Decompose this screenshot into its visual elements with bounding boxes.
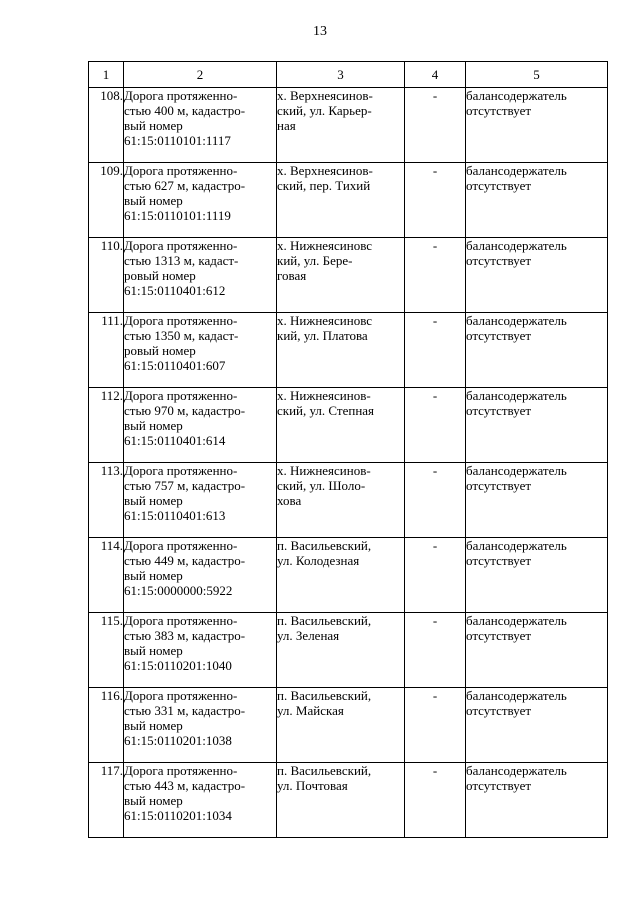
- balance-holder-line: балансодержатель: [466, 463, 567, 478]
- object-name-line: стью 331 м, кадастро-: [124, 703, 246, 718]
- row-number: 116.: [89, 688, 124, 763]
- balance-holder-line: балансодержатель: [466, 538, 567, 553]
- object-address-line: ная: [277, 118, 296, 133]
- balance-holder-line: балансодержатель: [466, 613, 567, 628]
- object-address-line: х. Нижнеясиновс: [277, 313, 373, 328]
- table-body: [89, 88, 608, 838]
- object-name-line: вый номер: [124, 568, 183, 583]
- object-name-line: стью 443 м, кадастро-: [124, 778, 246, 793]
- object-address: [277, 688, 405, 763]
- balance-holder-line: отсутствует: [466, 328, 532, 343]
- object-name-line: Дорога протяженно-: [124, 688, 238, 703]
- object-name-line: Дорога протяженно-: [124, 763, 238, 778]
- table-row: [89, 238, 608, 313]
- table-row: [89, 763, 608, 838]
- object-name-line: ровый номер: [124, 343, 196, 358]
- object-name-line: стью 449 м, кадастро-: [124, 553, 246, 568]
- object-name-line: 61:15:0110101:1117: [124, 133, 231, 148]
- object-address-line: п. Васильевский,: [277, 613, 372, 628]
- table-row: [89, 88, 608, 163]
- table-row: [89, 688, 608, 763]
- object-name: [124, 463, 277, 538]
- balance-holder-line: отсутствует: [466, 778, 532, 793]
- column-4-value: -: [405, 613, 466, 688]
- object-address-line: х. Верхнеясинов-: [277, 163, 373, 178]
- balance-holder: [466, 463, 608, 538]
- object-address: [277, 613, 405, 688]
- object-name-line: стью 970 м, кадастро-: [124, 403, 246, 418]
- object-address: [277, 463, 405, 538]
- column-4-value: -: [405, 163, 466, 238]
- balance-holder-line: отсутствует: [466, 628, 532, 643]
- table-row: [89, 538, 608, 613]
- object-name-line: вый номер: [124, 718, 183, 733]
- object-name: [124, 613, 277, 688]
- object-name-line: стью 757 м, кадастро-: [124, 478, 246, 493]
- row-number: 111.: [89, 313, 124, 388]
- balance-holder-line: балансодержатель: [466, 163, 567, 178]
- object-name: [124, 163, 277, 238]
- column-header-4: 4: [405, 62, 466, 88]
- object-address-line: говая: [277, 268, 307, 283]
- object-address-line: п. Васильевский,: [277, 688, 372, 703]
- header-row: [89, 62, 608, 88]
- object-name-line: вый номер: [124, 418, 183, 433]
- column-header-5: 5: [466, 62, 608, 88]
- object-address-line: ский, ул. Карьер-: [277, 103, 372, 118]
- object-address-line: ул. Майская: [277, 703, 344, 718]
- object-name-line: Дорога протяженно-: [124, 88, 238, 103]
- balance-holder-line: балансодержатель: [466, 688, 567, 703]
- object-name: [124, 763, 277, 838]
- row-number: 108.: [89, 88, 124, 163]
- object-name-line: вый номер: [124, 193, 183, 208]
- object-address: [277, 538, 405, 613]
- balance-holder: [466, 388, 608, 463]
- balance-holder: [466, 88, 608, 163]
- object-name-line: стью 383 м, кадастро-: [124, 628, 246, 643]
- balance-holder-line: балансодержатель: [466, 313, 567, 328]
- balance-holder: [466, 163, 608, 238]
- object-name-line: вый номер: [124, 793, 183, 808]
- balance-holder-line: отсутствует: [466, 478, 532, 493]
- balance-holder-line: отсутствует: [466, 178, 532, 193]
- object-address-line: ский, пер. Тихий: [277, 178, 371, 193]
- column-4-value: -: [405, 88, 466, 163]
- object-name-line: ровый номер: [124, 268, 196, 283]
- object-address-line: ул. Почтовая: [277, 778, 348, 793]
- row-number: 112.: [89, 388, 124, 463]
- object-name-line: Дорога протяженно-: [124, 313, 238, 328]
- object-name-line: Дорога протяженно-: [124, 238, 238, 253]
- balance-holder-line: балансодержатель: [466, 238, 567, 253]
- object-address-line: ул. Колодезная: [277, 553, 360, 568]
- table-header: [89, 62, 608, 88]
- object-name-line: вый номер: [124, 643, 183, 658]
- balance-holder-line: отсутствует: [466, 553, 532, 568]
- object-address-line: ский, ул. Степная: [277, 403, 375, 418]
- object-address-line: кий, ул. Бере-: [277, 253, 353, 268]
- table-row: [89, 388, 608, 463]
- column-4-value: -: [405, 388, 466, 463]
- object-address: [277, 238, 405, 313]
- balance-holder: [466, 238, 608, 313]
- balance-holder: [466, 763, 608, 838]
- balance-holder-line: балансодержатель: [466, 88, 567, 103]
- balance-holder-line: отсутствует: [466, 253, 532, 268]
- table-row: [89, 313, 608, 388]
- row-number: 113.: [89, 463, 124, 538]
- object-address-line: ул. Зеленая: [277, 628, 340, 643]
- object-name-line: 61:15:0110401:614: [124, 433, 226, 448]
- object-name-line: стью 1313 м, кадаст-: [124, 253, 239, 268]
- object-name: [124, 88, 277, 163]
- row-number: 114.: [89, 538, 124, 613]
- table-row: [89, 163, 608, 238]
- road-registry-table: [88, 61, 608, 838]
- object-address-line: п. Васильевский,: [277, 538, 372, 553]
- object-address-line: хова: [277, 493, 302, 508]
- column-4-value: -: [405, 688, 466, 763]
- object-name-line: стью 400 м, кадастро-: [124, 103, 246, 118]
- row-number: 115.: [89, 613, 124, 688]
- object-name-line: 61:15:0110201:1034: [124, 808, 232, 823]
- object-address: [277, 763, 405, 838]
- row-number: 109.: [89, 163, 124, 238]
- object-address-line: х. Верхнеясинов-: [277, 88, 373, 103]
- object-name-line: Дорога протяженно-: [124, 163, 238, 178]
- balance-holder: [466, 313, 608, 388]
- balance-holder: [466, 538, 608, 613]
- object-address-line: кий, ул. Платова: [277, 328, 368, 343]
- column-header-3: 3: [277, 62, 405, 88]
- object-name: [124, 238, 277, 313]
- balance-holder-line: отсутствует: [466, 403, 532, 418]
- table-row: [89, 463, 608, 538]
- object-name-line: Дорога протяженно-: [124, 388, 238, 403]
- row-number: 117.: [89, 763, 124, 838]
- object-name: [124, 538, 277, 613]
- object-address-line: х. Нижнеясинов-: [277, 463, 371, 478]
- object-address-line: ский, ул. Шоло-: [277, 478, 366, 493]
- balance-holder-line: отсутствует: [466, 703, 532, 718]
- object-name-line: вый номер: [124, 493, 183, 508]
- object-name: [124, 688, 277, 763]
- object-name-line: 61:15:0110201:1038: [124, 733, 232, 748]
- object-name-line: 61:15:0110401:612: [124, 283, 226, 298]
- object-name-line: стью 627 м, кадастро-: [124, 178, 246, 193]
- object-name-line: 61:15:0110401:607: [124, 358, 226, 373]
- balance-holder-line: балансодержатель: [466, 763, 567, 778]
- balance-holder: [466, 688, 608, 763]
- row-number: 110.: [89, 238, 124, 313]
- column-4-value: -: [405, 463, 466, 538]
- object-address: [277, 163, 405, 238]
- object-address: [277, 388, 405, 463]
- object-name-line: Дорога протяженно-: [124, 463, 238, 478]
- column-4-value: -: [405, 763, 466, 838]
- balance-holder: [466, 613, 608, 688]
- balance-holder-line: отсутствует: [466, 103, 532, 118]
- object-name-line: Дорога протяженно-: [124, 613, 238, 628]
- column-4-value: -: [405, 238, 466, 313]
- column-header-1: 1: [89, 62, 124, 88]
- object-address: [277, 88, 405, 163]
- page-number: 13: [313, 24, 327, 39]
- object-name-line: вый номер: [124, 118, 183, 133]
- column-4-value: -: [405, 538, 466, 613]
- column-4-value: -: [405, 313, 466, 388]
- object-name-line: 61:15:0000000:5922: [124, 583, 233, 598]
- object-address: [277, 313, 405, 388]
- object-name: [124, 313, 277, 388]
- object-name-line: 61:15:0110101:1119: [124, 208, 231, 223]
- object-address-line: х. Нижнеясиновс: [277, 238, 373, 253]
- column-header-2: 2: [124, 62, 277, 88]
- object-name-line: 61:15:0110201:1040: [124, 658, 232, 673]
- balance-holder-line: балансодержатель: [466, 388, 567, 403]
- object-address-line: п. Васильевский,: [277, 763, 372, 778]
- object-name-line: 61:15:0110401:613: [124, 508, 226, 523]
- object-name-line: стью 1350 м, кадаст-: [124, 328, 239, 343]
- object-address-line: х. Нижнеясинов-: [277, 388, 371, 403]
- object-name: [124, 388, 277, 463]
- object-name-line: Дорога протяженно-: [124, 538, 238, 553]
- table-row: [89, 613, 608, 688]
